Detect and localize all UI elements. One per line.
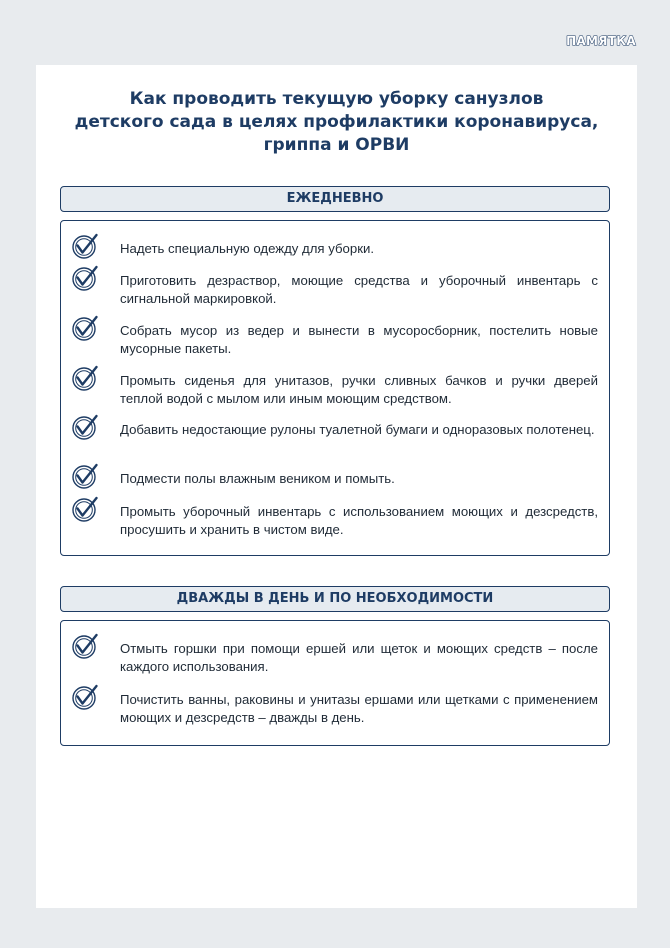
item-text: Приготовить дезраствор, моющие средства и уборочный инвентарь с сигнальной маркировкой. <box>120 273 598 306</box>
corner-label: ПАМЯТКА <box>566 34 636 48</box>
check-circle-icon <box>71 232 99 260</box>
check-circle-icon <box>71 632 99 660</box>
section-box-twice-daily <box>60 620 610 746</box>
section-header-twice-daily: ДВАЖДЫ В ДЕНЬ И ПО НЕОБХОДИМОСТИ <box>60 586 610 612</box>
title-line-1: Как проводить текущую уборку санузлов <box>129 89 544 109</box>
section-header-daily: ЕЖЕДНЕВНО <box>60 186 610 212</box>
check-circle-icon <box>71 462 99 490</box>
check-circle-icon <box>71 364 99 392</box>
item-text: Надеть специальную одежду для уборки. <box>120 241 375 256</box>
check-circle-icon <box>71 683 99 711</box>
item-text: Подмести полы влажным веником и помыть. <box>120 471 395 486</box>
memo-sheet <box>36 65 637 908</box>
check-circle-icon <box>71 264 99 292</box>
item-text: Промыть сиденья для унитазов, ручки сливных бачков и ручки дверей теплой водой с мылом или иным моющим средством. <box>120 373 598 406</box>
item-text: Промыть уборочный инвентарь с использованием моющих и дезсредств, просушить и хранить в чистом виде. <box>120 504 598 537</box>
item-text: Собрать мусор из ведер и вынести в мусоросборник, постелить новые мусорные пакеты. <box>120 323 598 356</box>
page-title <box>36 88 637 157</box>
item-text: Почистить ванны, раковины и унитазы ершами или щетками с применением моющих и дезсредств – дважды в день. <box>120 692 598 725</box>
item-text: Добавить недостающие рулоны туалетной бумаги и одноразовых полотенец. <box>120 422 595 437</box>
title-line-2: детского сада в целях профилактики коронавируса, <box>74 112 599 132</box>
item-text: Отмыть горшки при помощи ершей или щеток и моющих средств – после каждого использования. <box>120 641 598 674</box>
check-circle-icon <box>71 413 99 441</box>
title-line-3: гриппа и ОРВИ <box>263 135 410 155</box>
check-circle-icon <box>71 314 99 342</box>
section-box-daily <box>60 220 610 556</box>
check-circle-icon <box>71 495 99 523</box>
